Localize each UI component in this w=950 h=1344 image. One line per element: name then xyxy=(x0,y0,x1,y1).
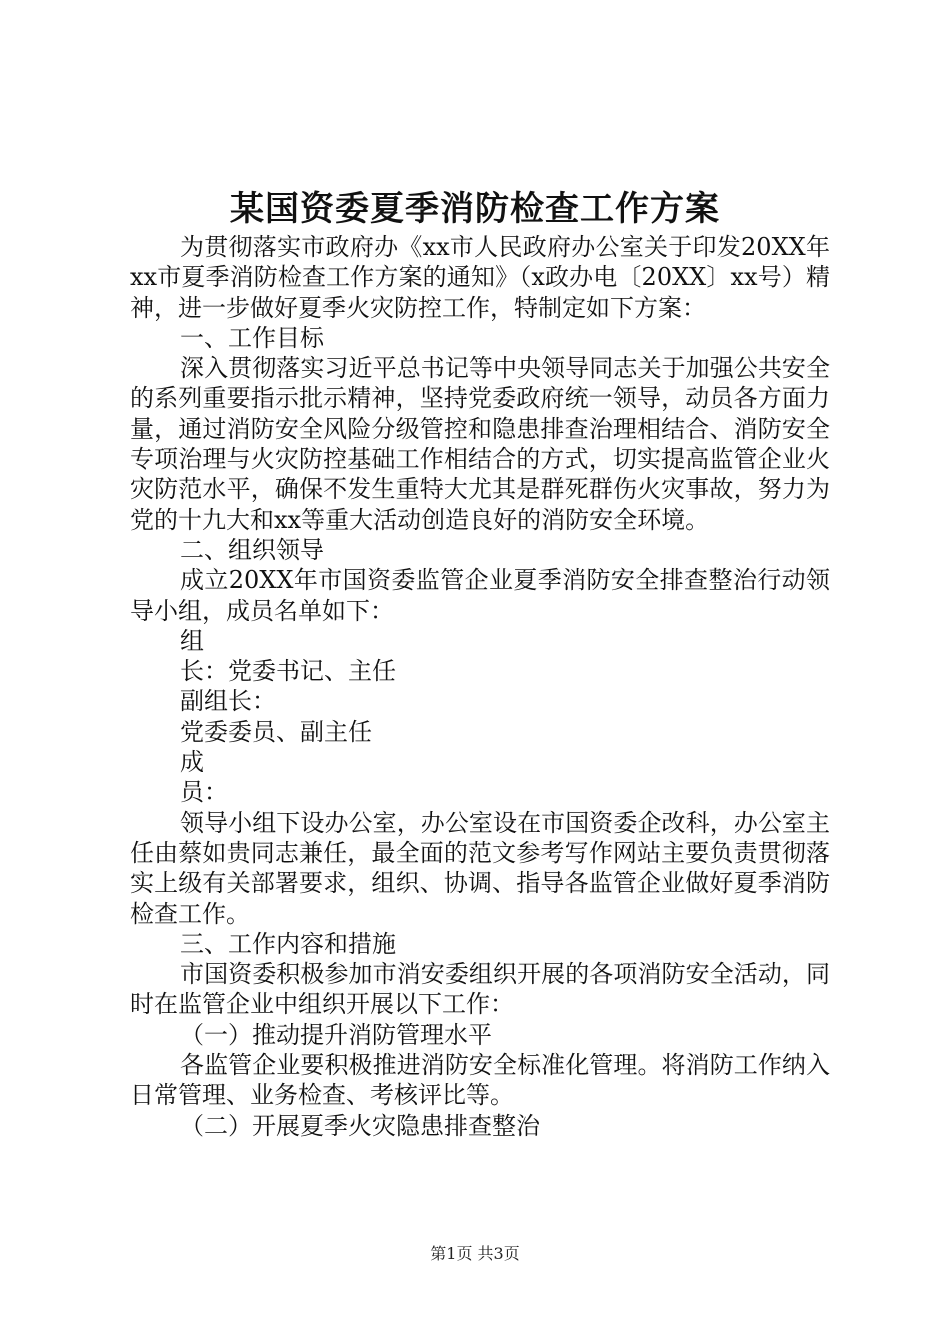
member-label-part2: 员： xyxy=(180,778,228,807)
document-body xyxy=(130,232,830,1141)
section-heading-goals: 一、工作目标 xyxy=(180,323,324,352)
intro-paragraph: 为贯彻落实市政府办《xx市人民政府办公室关于印发20XX年xx市夏季消防检查工作方案的通知》（x政办电〔20XX〕xx号）精神，进一步做好夏季火灾防控工作，特制定如下方案： xyxy=(130,233,830,322)
organization-paragraph: 成立20XX年市国资委监管企业夏季消防安全排查整治行动领导小组，成员名单如下： xyxy=(130,566,830,625)
subsection-heading-1: （一）推动提升消防管理水平 xyxy=(180,1020,492,1049)
subsection-1-paragraph: 各监管企业要积极推进消防安全标准化管理。将消防工作纳入日常管理、业务检查、考核评比等。 xyxy=(130,1051,830,1110)
deputy-leader-label: 副组长： xyxy=(180,687,276,716)
section-heading-organization: 二、组织领导 xyxy=(180,535,324,564)
office-paragraph: 领导小组下设办公室，办公室设在市国资委企改科，办公室主任由蔡如贵同志兼任，最全面的范文参考写作网站主要负责贯彻落实上级有关部署要求，组织、协调、指导各监管企业做好夏季消防检查工作。 xyxy=(130,808,830,928)
page-footer: 第1页 共3页 xyxy=(430,1244,520,1263)
measures-paragraph: 市国资委积极参加市消安委组织开展的各项消防安全活动，同时在监管企业中组织开展以下工作： xyxy=(130,960,830,1019)
deputy-leader-value: 党委委员、副主任 xyxy=(180,717,372,746)
leader-label-part1: 组 xyxy=(180,626,204,655)
member-label-part1: 成 xyxy=(180,748,204,777)
goals-paragraph: 深入贯彻落实习近平总书记等中央领导同志关于加强公共安全的系列重要指示批示精神，坚持党委政府统一领导，动员各方面力量，通过消防安全风险分级管控和隐患排查治理相结合、消防安全专项治理与火灾防控基础工作相结合的方式，切实提高监管企业火灾防范水平，确保不发生重特大尤其是群死群伤火灾事故，努力为党的十九大和xx等重大活动创造良好的消防安全环境。 xyxy=(130,354,830,534)
document-title: 某国资委夏季消防检查工作方案 xyxy=(230,189,720,229)
section-heading-measures: 三、工作内容和措施 xyxy=(180,929,396,958)
subsection-heading-2: （二）开展夏季火灾隐患排查整治 xyxy=(180,1111,540,1140)
leader-label-part2: 长：党委书记、主任 xyxy=(180,657,396,686)
